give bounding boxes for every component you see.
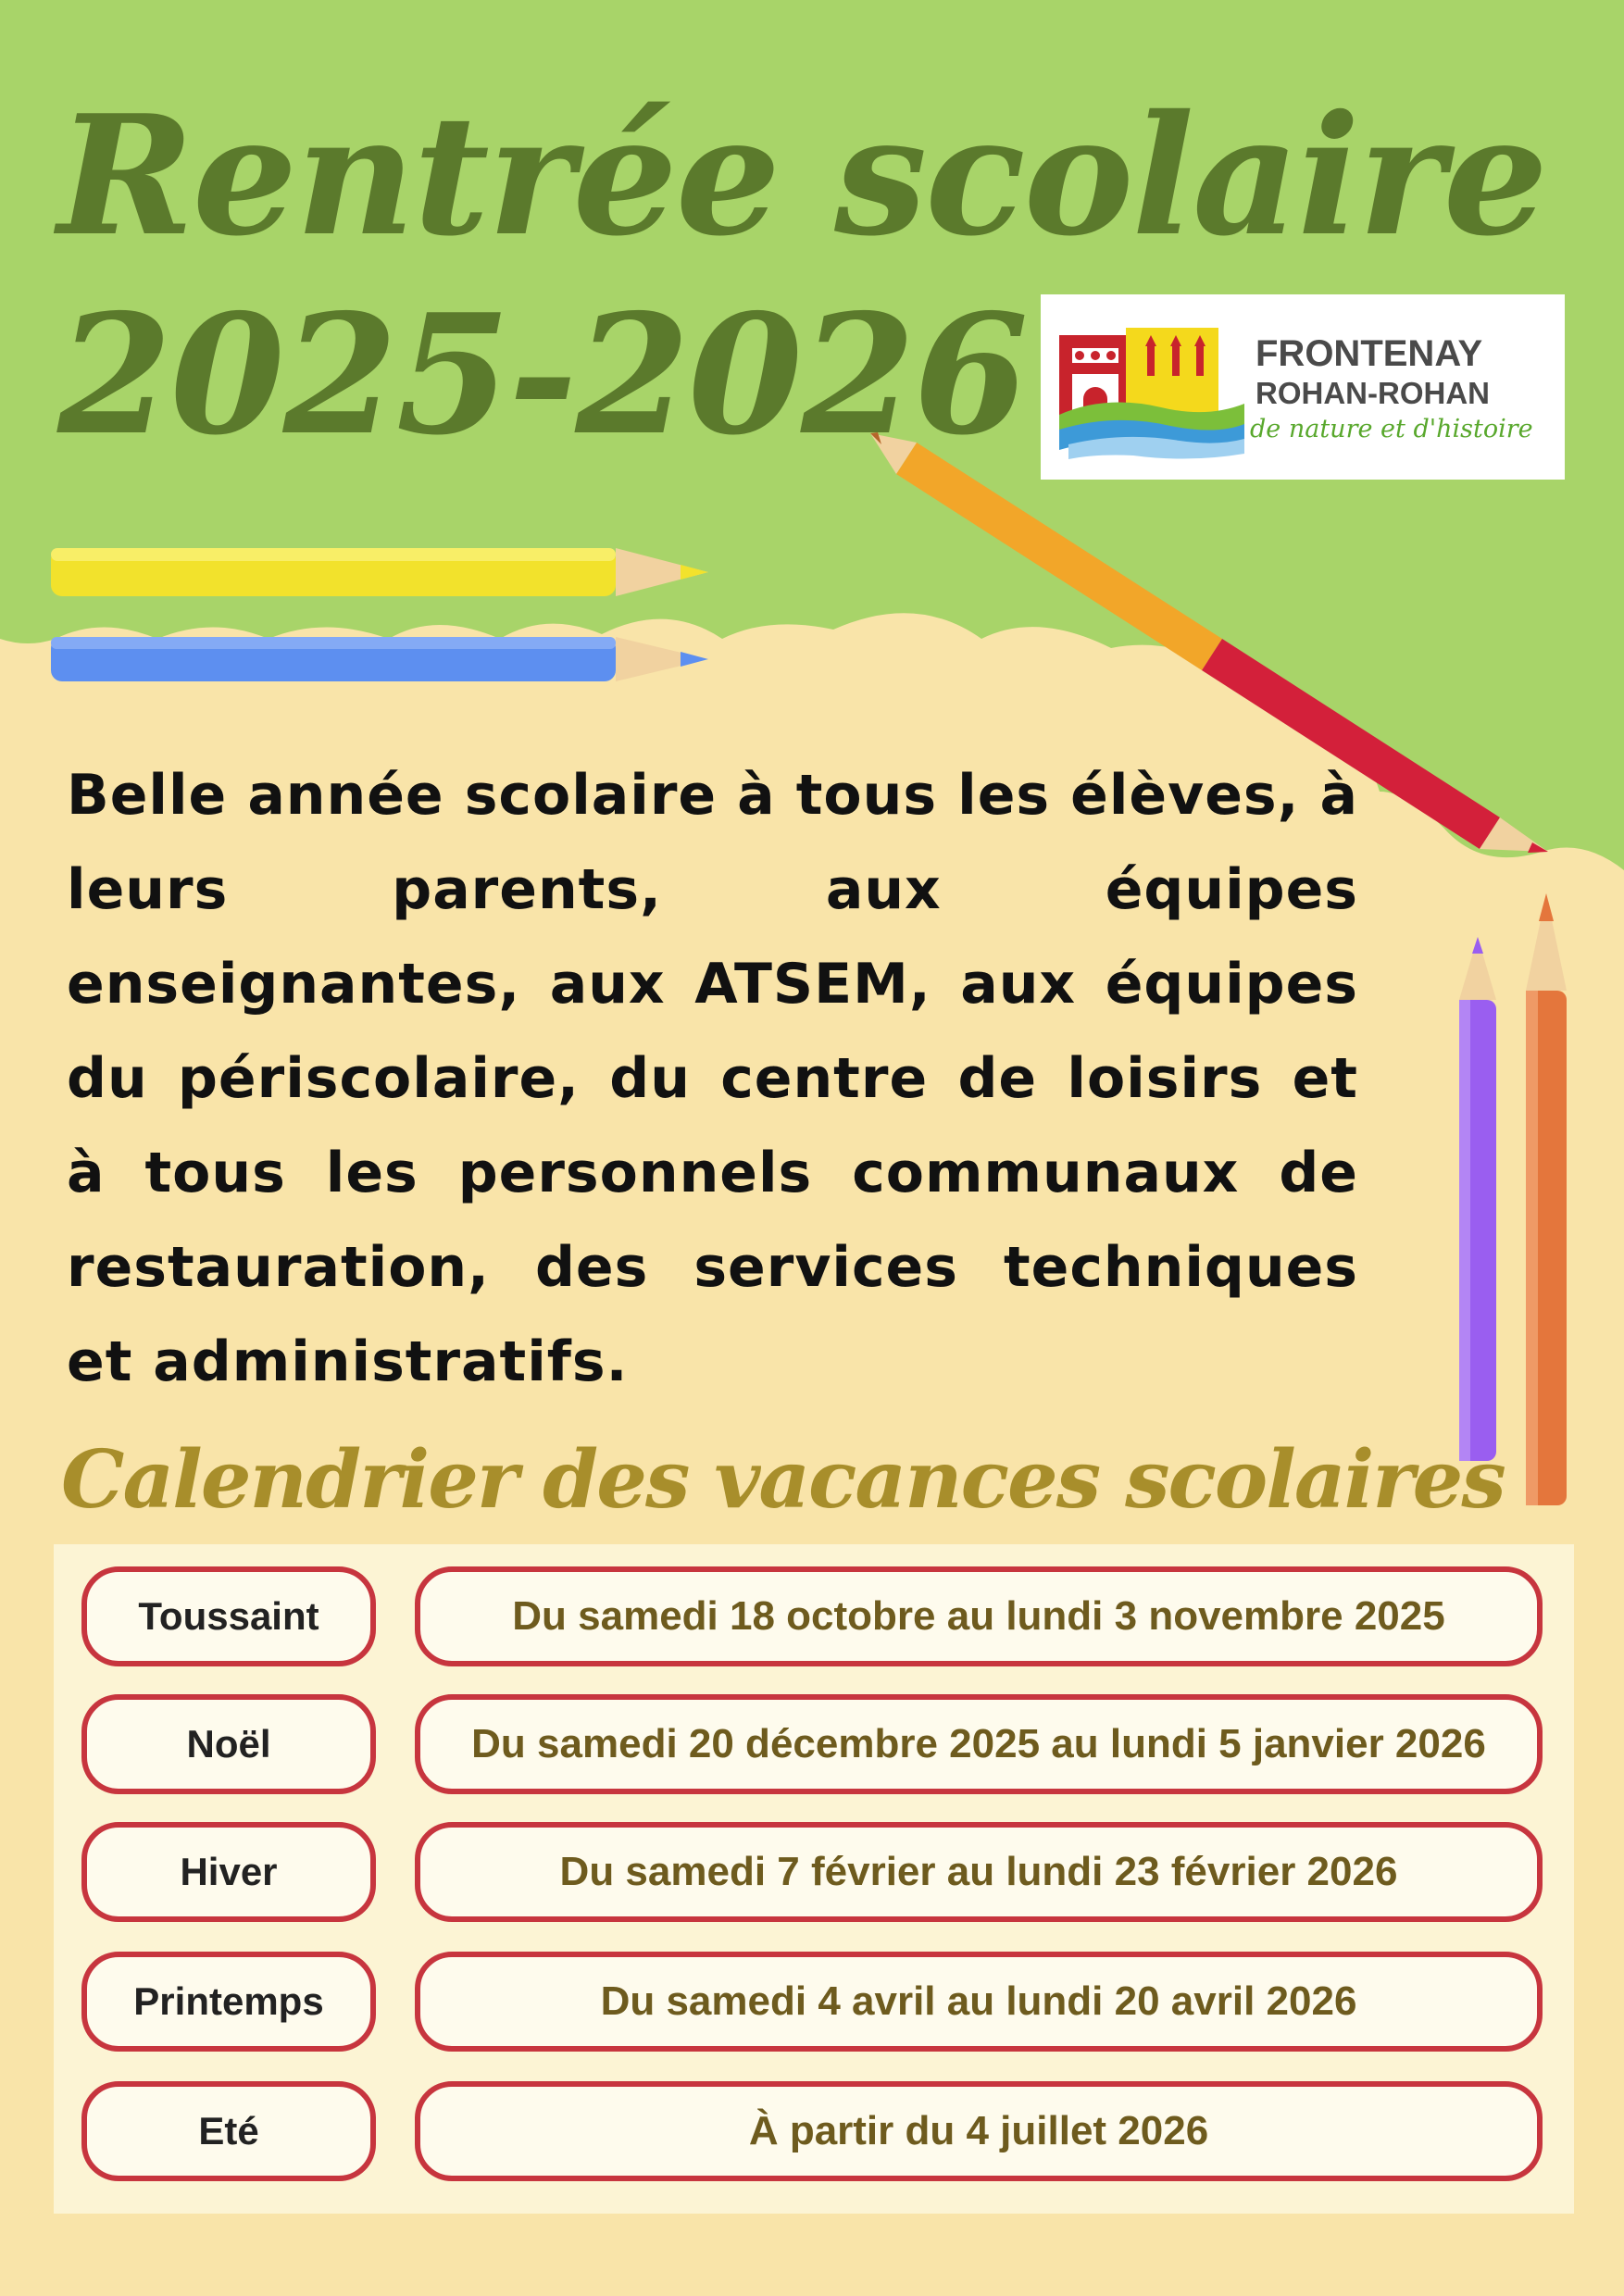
holiday-calendar-table [54, 1544, 1574, 2214]
table-row [54, 1952, 1574, 2066]
calendar-heading: Calendrier des vacances scolaires [61, 1433, 1505, 1527]
logo-tagline: de nature et d'histoire [1250, 415, 1533, 443]
logo-name-line-1: FRONTENAY [1255, 333, 1483, 374]
town-crest-icon [1059, 315, 1244, 461]
page-title-line-2: 2025-2026 [57, 278, 1027, 471]
period-label: Hiver [81, 1822, 376, 1922]
table-row [54, 1566, 1574, 1681]
page-title-line-1: Rentrée scolaire [57, 79, 1546, 272]
table-row [54, 1694, 1574, 1809]
purple-pencil-icon [1459, 937, 1496, 1461]
period-label: Printemps [81, 1952, 376, 2052]
period-dates: À partir du 4 juillet 2026 [415, 2081, 1543, 2181]
period-dates: Du samedi 18 octobre au lundi 3 novembre 2025 [415, 1566, 1543, 1666]
logo-name-line-2: ROHAN-ROHAN [1255, 376, 1490, 410]
greeting-message: Belle année scolaire à tous les élèves, à leurs parents, aux équipes enseignantes, aux ATSEM, aux équipes du périscolaire, du centre de loisirs et à tous les personnels communaux de restauration, des services techniques et administratifs. [67, 763, 1358, 1394]
yellow-pencil-icon [51, 548, 708, 596]
table-row [54, 1822, 1574, 1937]
table-row [54, 2081, 1574, 2196]
period-dates: Du samedi 4 avril au lundi 20 avril 2026 [415, 1952, 1543, 2052]
period-dates: Du samedi 7 février au lundi 23 février 2026 [415, 1822, 1543, 1922]
orange-pencil-icon [1526, 893, 1567, 1505]
period-dates: Du samedi 20 décembre 2025 au lundi 5 janvier 2026 [415, 1694, 1543, 1794]
period-label: Noël [81, 1694, 376, 1794]
period-label: Toussaint [81, 1566, 376, 1666]
blue-pencil-icon [51, 637, 708, 681]
town-logo [1041, 294, 1565, 480]
period-label: Eté [81, 2081, 376, 2181]
